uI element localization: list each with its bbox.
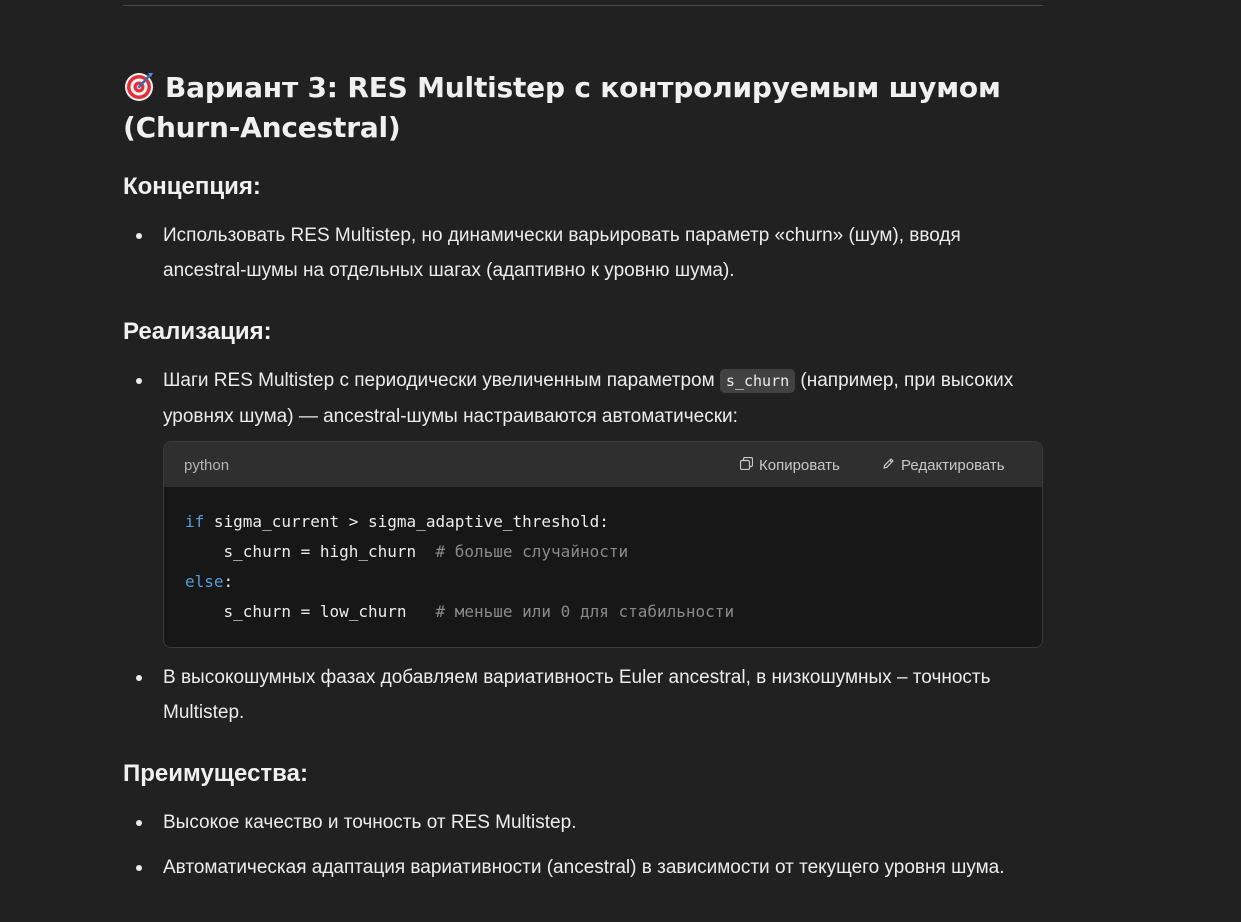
advantages-heading: Преимущества: [123,760,308,787]
inline-code: s_churn [720,369,795,393]
copy-icon [740,457,753,474]
section-title [123,68,1043,148]
bullet [136,233,142,239]
code-line: s_churn = low_churn # меньше или 0 для стабильности [185,602,735,621]
list-item: Высокое качество и точность от RES Multistep. [123,805,1043,840]
list-item: В высокошумных фазах добавляем вариативность Euler ancestral, в низкошумных – точность Multistep. [123,660,1043,730]
edit-label: Редактировать [901,457,1005,474]
code-line: if sigma_current > sigma_adaptive_threshold: [185,512,609,531]
copy-button[interactable] [740,457,840,474]
target-icon [123,70,155,102]
code-language-label: python [184,457,230,474]
implementation-list [123,363,1043,434]
implementation-heading: Реализация: [123,318,272,345]
section-title-text: Вариант 3: RES Multistep с контролируемым шумом (Churn-Ancestral) [123,71,1001,144]
code-header [164,442,1042,487]
list-item: Шаги RES Multistep с периодически увеличенным параметром s_churn (например, при высоких уровнях шума) — ancestral-шумы настраиваются автоматически: [123,363,1043,434]
concept-list [123,218,1043,288]
edit-button[interactable] [882,457,1005,474]
code-content [164,487,1042,647]
concept-heading: Концепция: [123,173,261,200]
list-item: Использовать RES Multistep, но динамически варьировать параметр «churn» (шум), вводя ancestral-шумы на отдельных шагах (адаптивно к уровню шума). [123,218,1043,288]
advantages-list [123,805,1043,885]
code-block [163,441,1043,648]
copy-label: Копировать [759,457,840,474]
implementation-list-continued [123,660,1043,730]
list-item: Автоматическая адаптация вариативности (ancestral) в зависимости от текущего уровня шума. [123,850,1043,885]
code-line: else: [185,572,234,591]
bullet [136,865,142,871]
divider [123,5,1043,6]
bullet [136,675,142,681]
bullet [136,378,142,384]
code-line: s_churn = high_churn # больше случайности [185,542,629,561]
bullet [136,820,142,826]
pencil-icon [882,457,895,474]
